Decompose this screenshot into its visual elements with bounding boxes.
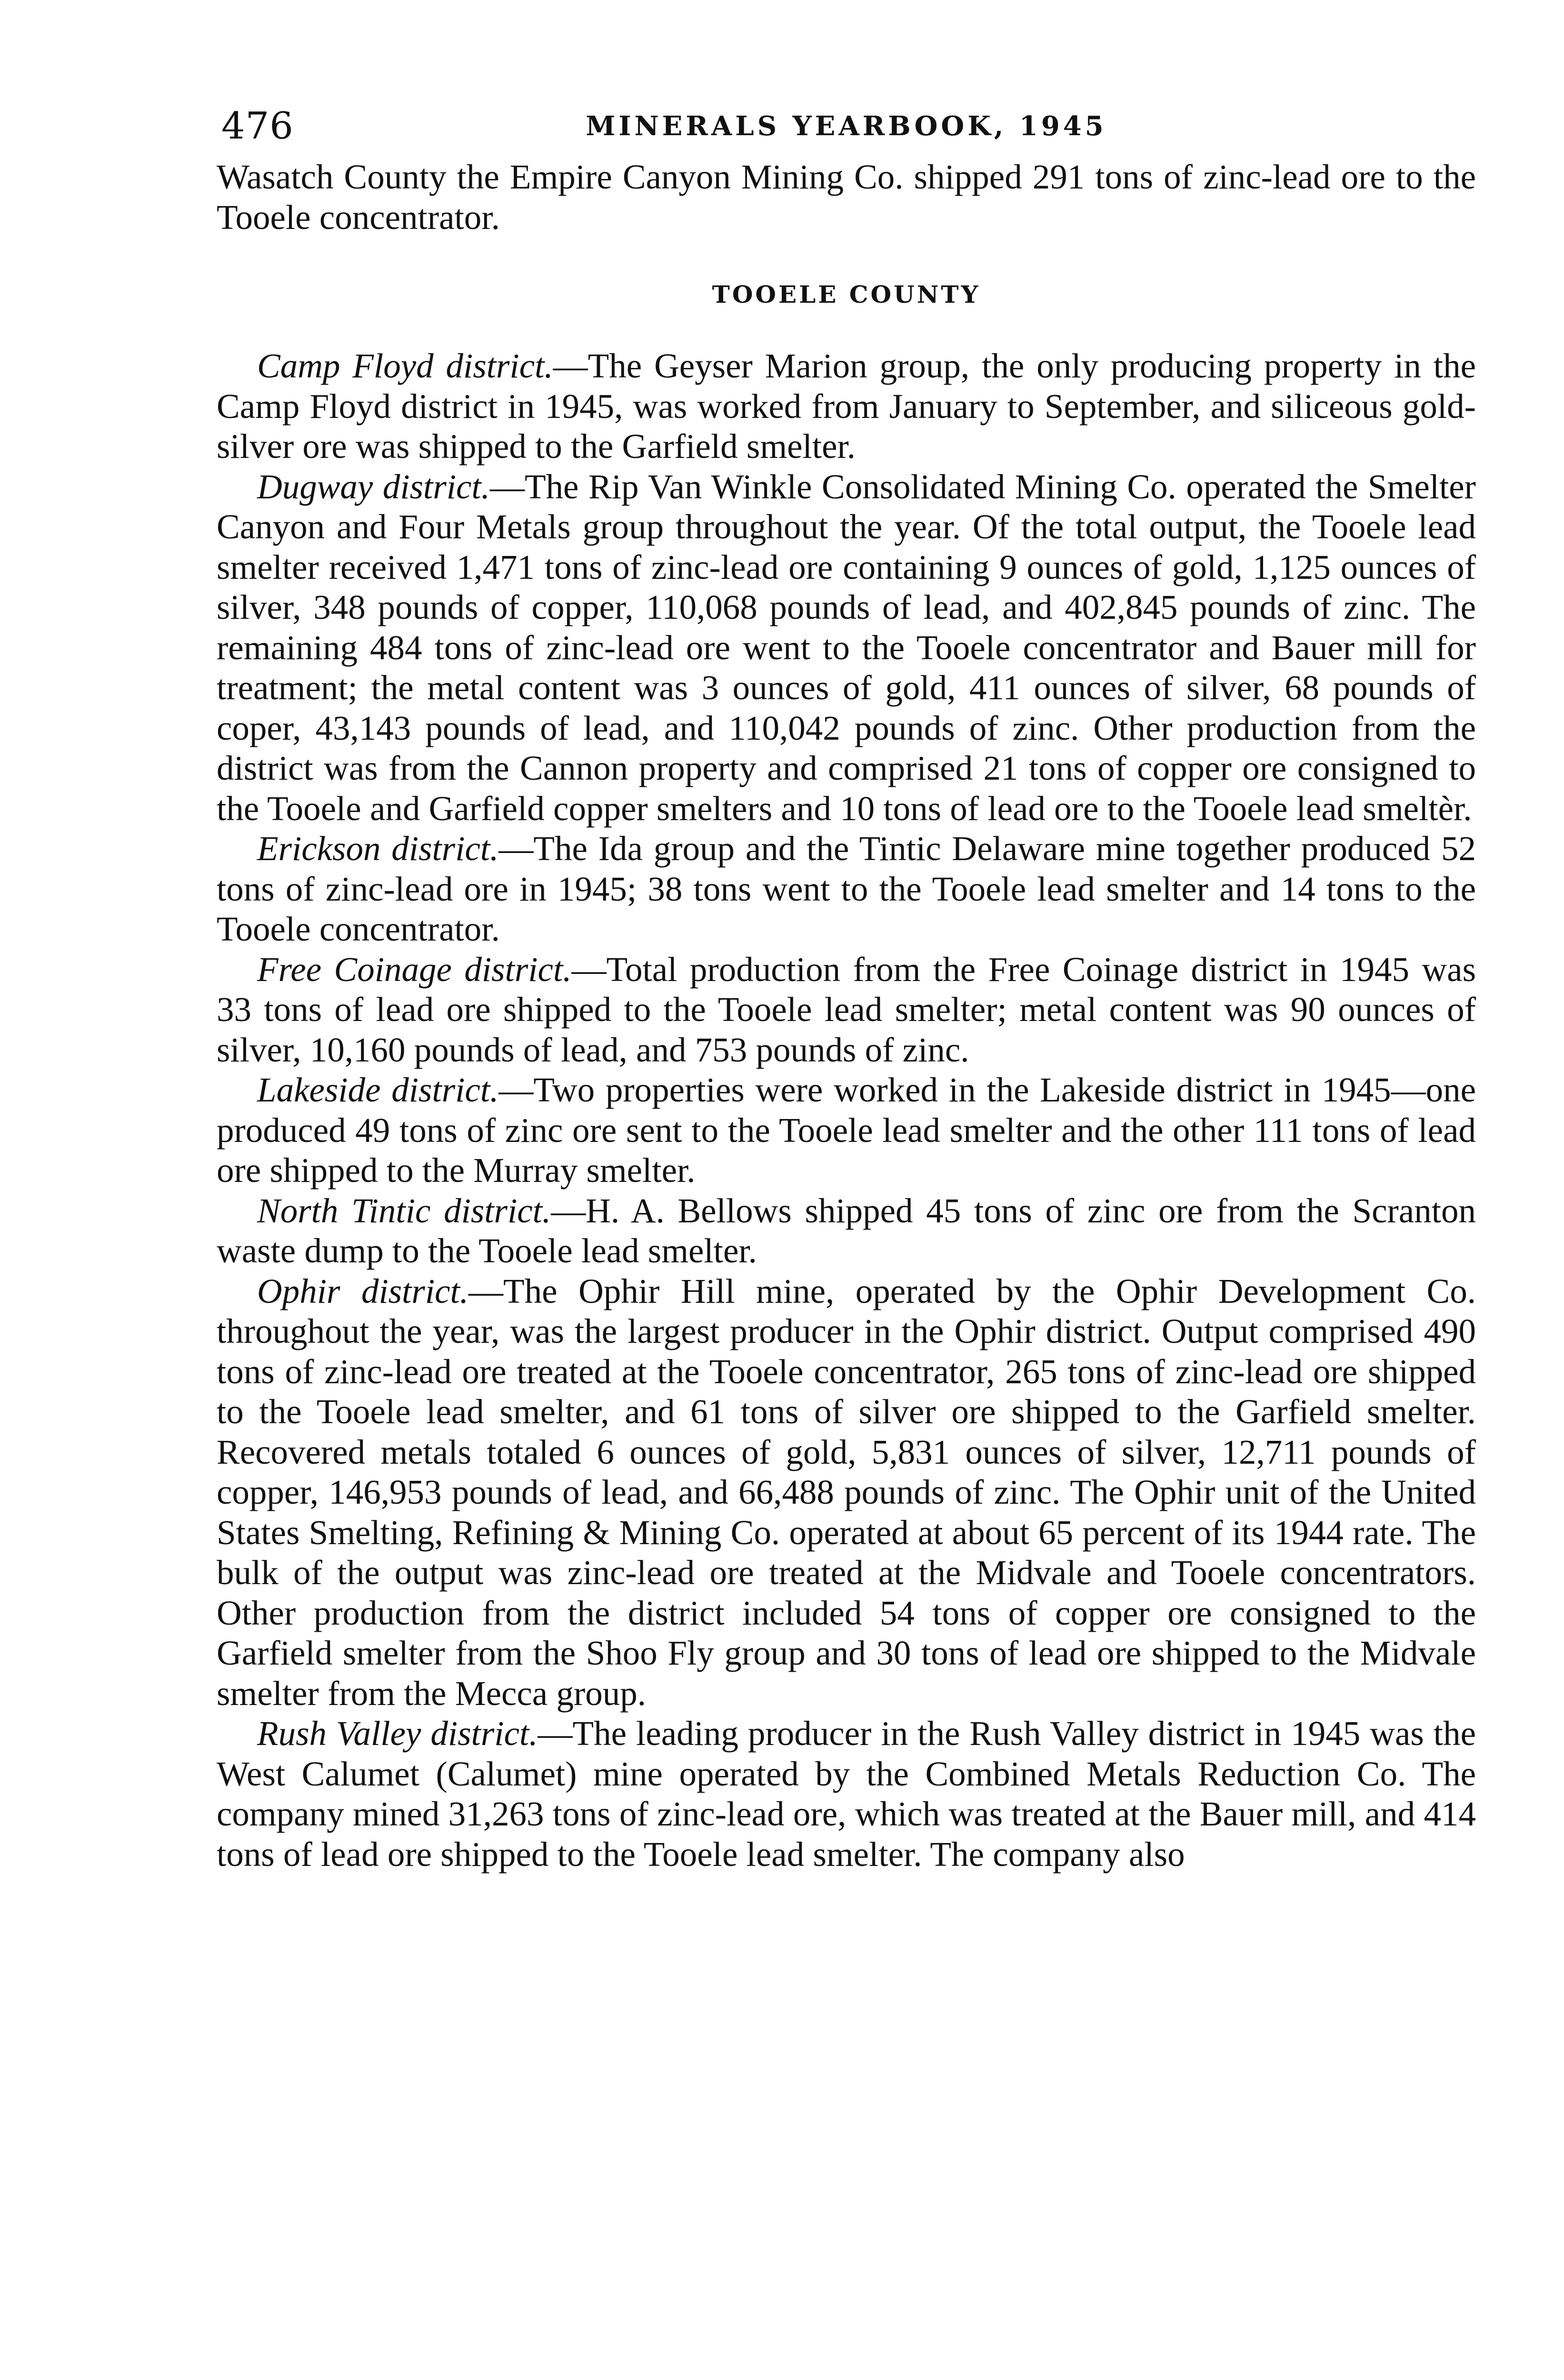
paragraph-text: —The Geyser Marion group, the only producing property in the Camp Floyd district in 1945, was worked from January to September, and siliceous gold-silver ore was shipped to the Garfield smelter. bbox=[217, 347, 1476, 466]
district-name: Erickson district. bbox=[257, 829, 499, 868]
paragraph-free-coinage bbox=[217, 950, 1476, 1071]
page-header bbox=[217, 90, 1476, 157]
paragraph-rush-valley bbox=[217, 1714, 1476, 1874]
page bbox=[217, 90, 1476, 1874]
paragraph-text: —Two properties were worked in the Lakeside district in 1945—one produced 49 tons of zinc ore sent to the Tooele lead smelter and the other 111 tons of lead ore shipped to the Murray smelter. bbox=[217, 1071, 1476, 1190]
paragraph-dugway bbox=[217, 467, 1476, 829]
paragraph-camp-floyd bbox=[217, 346, 1476, 467]
paragraph-erickson bbox=[217, 829, 1476, 950]
running-title: MINERALS YEARBOOK, 1945 bbox=[586, 110, 1107, 142]
district-name: Lakeside district. bbox=[257, 1071, 499, 1109]
paragraph-lakeside bbox=[217, 1070, 1476, 1191]
paragraph-ophir bbox=[217, 1271, 1476, 1714]
body-text bbox=[217, 157, 1476, 1874]
district-name: Camp Floyd district. bbox=[257, 347, 553, 385]
paragraph-text: —H. A. Bellows shipped 45 tons of zinc ore from the Scranton waste dump to the Tooele lead smelter. bbox=[217, 1191, 1476, 1270]
district-name: Rush Valley district. bbox=[257, 1714, 538, 1753]
district-name: Dugway district. bbox=[257, 467, 490, 506]
paragraph-north-tintic bbox=[217, 1191, 1476, 1271]
paragraph-text: —The leading producer in the Rush Valley district in 1945 was the West Calumet (Calumet) mine operated by the Combined Metals Reduction Co. The company mined 31,263 tons of zinc-lead ore, which was treated at the Bauer mill, and 414 tons of lead ore shipped to the Tooele lead smelter. The company also bbox=[217, 1714, 1476, 1874]
paragraph-text: —Total production from the Free Coinage district in 1945 was 33 tons of lead ore shipped to the Tooele lead smelter; metal content was 90 ounces of silver, 10,160 pounds of lead, and 753 pounds of zinc. bbox=[217, 950, 1476, 1069]
paragraph-text: —The Ida group and the Tintic Delaware mine together produced 52 tons of zinc-lead ore in 1945; 38 tons went to the Tooele lead smelter and 14 tons to the Tooele concentrator. bbox=[217, 829, 1476, 948]
paragraph-text: —The Rip Van Winkle Consolidated Mining Co. operated the Smelter Canyon and Four Metals group throughout the year. Of the total output, the Tooele lead smelter received 1,471 tons of zinc-lead ore containing 9 ounces of gold, 1,125 ounces of silver, 348 pounds of copper, 110,068 pounds of lead, and 402,845 pounds of zinc. The remaining 484 tons of zinc-lead ore went to the Tooele concentrator and Bauer mill for treatment; the metal content was 3 ounces of gold, 411 ounces of silver, 68 pounds of coper, 43,143 pounds of lead, and 110,042 pounds of zinc. Other production from the district was from the Cannon property and comprised 21 tons of copper ore consigned to the Tooele and Garfield copper smelters and 10 tons of lead ore to the Tooele lead smeltèr. bbox=[217, 467, 1476, 828]
section-heading: TOOELE COUNTY bbox=[712, 280, 981, 308]
district-name: Free Coinage district. bbox=[257, 950, 572, 989]
district-name: North Tintic district. bbox=[257, 1191, 551, 1230]
district-name: Ophir district. bbox=[257, 1271, 469, 1310]
intro-paragraph: Wasatch County the Empire Canyon Mining Co. shipped 291 tons of zinc-lead ore to the Tooele concentrator. bbox=[217, 158, 1476, 237]
paragraph-text: —The Ophir Hill mine, operated by the Ophir Development Co. throughout the year, was the largest producer in the Ophir district. Output comprised 490 tons of zinc-lead ore treated at the Tooele concentrator, 265 tons of zinc-lead ore shipped to the Tooele lead smelter, and 61 tons of silver ore shipped to the Garfield smelter. Recovered metals totaled 6 ounces of gold, 5,831 ounces of silver, 12,711 pounds of copper, 146,953 pounds of lead, and 66,488 pounds of zinc. The Ophir unit of the United States Smelting, Refining & Mining Co. operated at about 65 percent of its 1944 rate. The bulk of the output was zinc-lead ore treated at the Midvale and Tooele concentrators. Other production from the district included 54 tons of copper ore consigned to the Garfield smelter from the Shoo Fly group and 30 tons of lead ore shipped to the Midvale smelter from the Mecca group. bbox=[217, 1271, 1476, 1713]
page-number: 476 bbox=[221, 105, 294, 148]
